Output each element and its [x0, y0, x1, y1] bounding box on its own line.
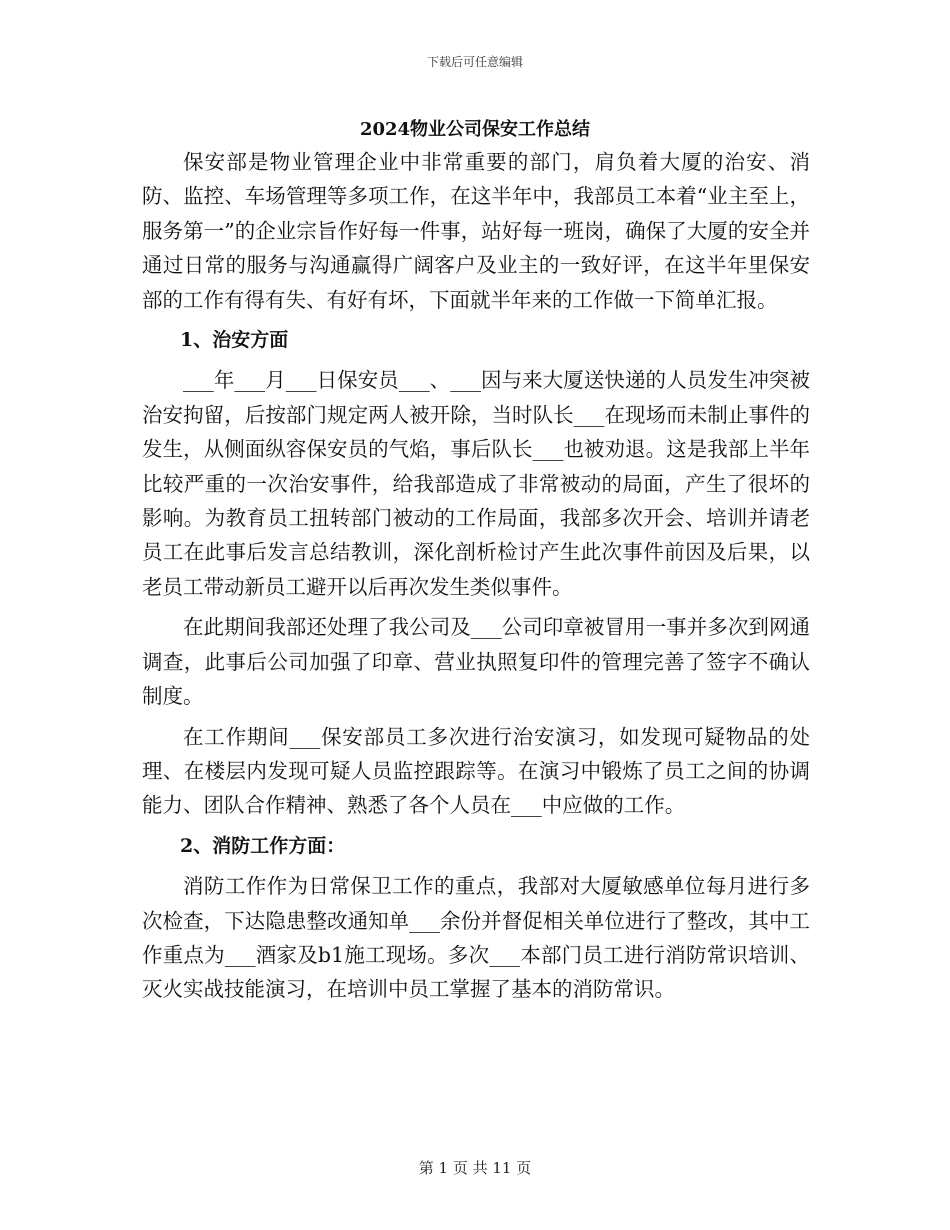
intro-paragraph: 保安部是物业管理企业中非常重要的部门，肩负着大厦的治安、消防、监控、车场管理等多项工作，在这半年中，我部员工本着“业主至上，服务第一”的企业宗旨作好每一件事，站好每一班岗，确保了大厦的安全并通过日常的服务与沟通赢得广阔客户及业主的一致好评，在这半年里保安部的工作有得有失、有好有坏，下面就半年来的工作做一下简单汇报。 [142, 150, 810, 312]
security-paragraph-3: 在工作期间___保安部员工多次进行治安演习，如发现可疑物品的处理、在楼层内发现可疑人员监控跟踪等。在演习中锻炼了员工之间的协调能力、团队合作精神、熟悉了各个人员在___中应做的工作。 [142, 724, 810, 818]
document-title: 2024物业公司保安工作总结 [359, 119, 591, 140]
security-paragraph-2: 在此期间我部还处理了我公司及___公司印章被冒用一事并多次到网通调查，此事后公司加强了印章、营业执照复印件的管理完善了签字不确认制度。 [142, 615, 810, 709]
page-footer: 第 1 页 共 11 页 [418, 1159, 532, 1177]
fire-paragraph-1: 消防工作作为日常保卫工作的重点，我部对大厦敏感单位每月进行多次检查，下达隐患整改通知单___余份并督促相关单位进行了整改，其中工作重点为___酒家及b1施工现场。多次___本部门员工进行消防常识培训、灭火实战技能演习，在培训中员工掌握了基本的消防常识。 [142, 874, 810, 1002]
security-paragraph-1: ___年___月___日保安员___、___因与来大厦送快递的人员发生冲突被治安拘留，后按部门规定两人被开除，当时队长___在现场而未制止事件的发生，从侧面纵容保安员的气焰，事后队长___也被劝退。这是我部上半年比较严重的一次治安事件，给我部造成了非常被动的局面，产生了很坏的影响。为教育员工扭转部门被动的工作局面，我部多次开会、培训并请老员工在此事后发言总结教训，深化剖析检讨产生此次事件前因及后果，以老员工带动新员工避开以后再次发生类似事件。 [142, 368, 810, 599]
section-heading-fire: 2、消防工作方面： [180, 834, 346, 857]
header-note: 下载后可任意编辑 [426, 55, 523, 69]
section-heading-security: 1、治安方面 [180, 329, 289, 352]
document-body [142, 145, 810, 1007]
